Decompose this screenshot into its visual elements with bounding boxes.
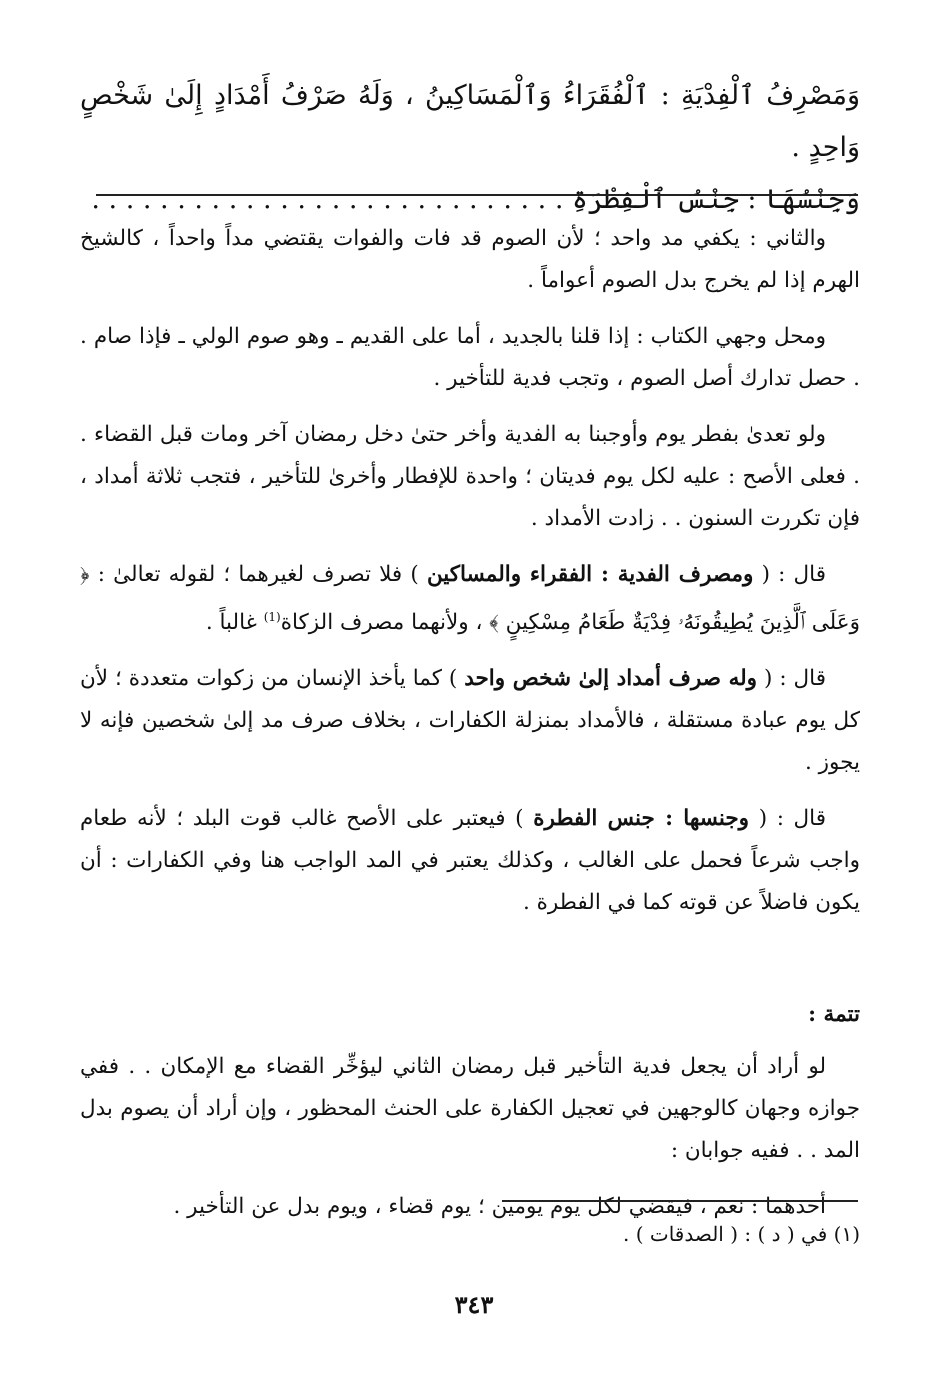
- commentary-block: [80, 218, 860, 1242]
- commentary-paragraph-7: لو أراد أن يجعل فدية التأخير قبل رمضان الثاني ليؤخِّر القضاء مع الإمكان . . ففي جوازه وجهان كالوجهين في تعجيل الكفارة على الحنث المحظور ، وإن أراد أن يصوم بدل المد . . ففيه جوابان :: [80, 1054, 860, 1164]
- commentary-paragraph-5: [80, 658, 860, 784]
- footnote-divider: [502, 1200, 858, 1202]
- commentary-paragraph-1: والثاني : يكفي مد واحد ؛ لأن الصوم قد فات والفوات يقتضي مداً واحداً ، كالشيخ الهرم إذا لم يخرج بدل الصوم أعواماً .: [80, 226, 860, 293]
- footnote: (١) في ( د ) : ( الصدقات ) .: [623, 1222, 860, 1246]
- matn-line-2-text: وَجِنْسُهَا : جِنْسُ ٱلْفِطْرَةِ .: [554, 184, 860, 215]
- paragraph-text-end: غالباً .: [205, 610, 264, 636]
- commentary-paragraph-6: [80, 798, 860, 924]
- quote-open: قال : (: [764, 666, 826, 692]
- matn-divider: [96, 194, 858, 196]
- matn-block: [80, 70, 860, 226]
- page-number: ٣٤٣: [454, 1290, 494, 1319]
- quote-open: قال : (: [761, 562, 826, 587]
- quoted-matn: ومصرف الفدية : الفقراء والمساكين: [426, 562, 754, 587]
- section-heading: تتمة :: [808, 1002, 860, 1028]
- matn-dots: . . . . . . . . . . . . . . . . . . . . . . . . . . .: [91, 184, 547, 215]
- matn-line-1: وَمَصْرِفُ ٱلْفِدْيَةِ : ٱلْفُقَرَاءُ وَٱلْمَسَاكِينُ ، وَلَهُ صَرْفُ أَمْدَادٍ إِلَىٰ شَخْصٍ وَاحِدٍ .: [80, 80, 860, 163]
- quoted-matn: وله صرف أمداد إلىٰ شخص واحد: [464, 666, 758, 692]
- commentary-paragraph-8: أحدهما : نعم ، فيقضي لكل يوم يومين ؛ يوم قضاء ، ويوم بدل عن التأخير .: [173, 1194, 826, 1220]
- commentary-paragraph-2: ومحل وجهي الكتاب : إذا قلنا بالجديد ، أما على القديم ـ وهو صوم الولي ـ فإذا صام . . حصل تدارك أصل الصوم ، وتجب فدية للتأخير .: [80, 324, 860, 391]
- quote-open: قال : (: [758, 806, 827, 832]
- paragraph-text: ) كما يأخذ الإنسان من زكوات متعددة ؛ لأن كل يوم عبادة مستقلة ، فالأمداد بمنزلة الكفارات ، بخلاف صرف مد إلىٰ شخصين فإنه لا يجوز .: [80, 666, 860, 776]
- paragraph-text: ) فيعتبر على الأصح غالب قوت البلد ؛ لأنه طعام واجب شرعاً فحمل على الغالب ، وكذلك يعتبر في المد الواجب هنا وفي الكفارات : أن يكون فاضلاً عن قوته كما في الفطرة .: [80, 806, 860, 916]
- commentary-paragraph-4: [80, 554, 860, 644]
- paragraph-text: ) فلا تصرف لغيرهما ؛ لقوله تعالىٰ : ﴿ وَعَلَى ٱلَّذِينَ يُطِيقُونَهُۥ فِدْيَةٌ طَعَامُ مِسْكِينٍ ﴾ ، ولأنهما مصرف الزكاة: [80, 562, 860, 636]
- quoted-matn: وجنسها : جنس الفطرة: [533, 806, 750, 832]
- commentary-paragraph-3: ولو تعدىٰ بفطر يوم وأوجبنا به الفدية وأخر حتىٰ دخل رمضان آخر ومات قبل القضاء . . فعلى الأصح : عليه لكل يوم فديتان ؛ واحدة للإفطار وأخرىٰ للتأخير ، فتجب ثلاثة أمداد ، فإن تكررت السنون . . زادت الأمداد .: [80, 422, 860, 531]
- footnote-marker: (1): [263, 610, 281, 624]
